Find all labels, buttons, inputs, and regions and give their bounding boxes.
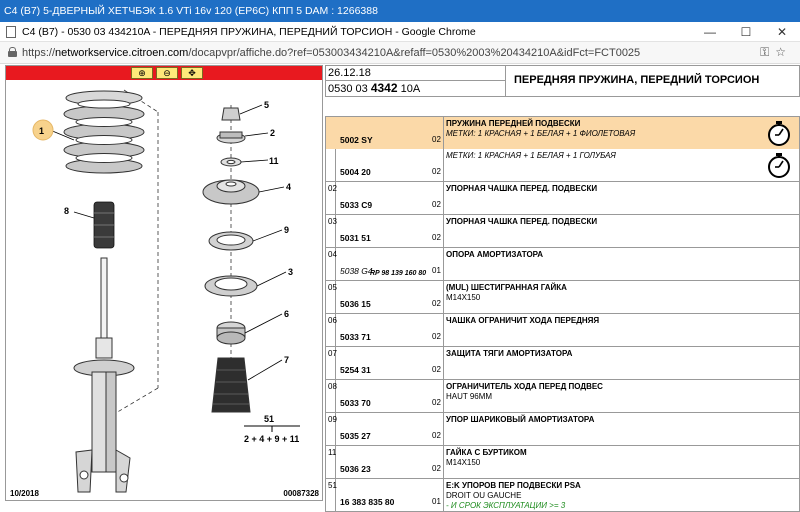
- part-group: [325, 413, 800, 446]
- bookmark-star-icon[interactable]: ☆: [775, 45, 792, 59]
- strut: [74, 258, 134, 492]
- item-number[interactable]: 11: [328, 448, 337, 457]
- callout-6[interactable]: 6: [284, 309, 290, 319]
- part-group: [325, 248, 800, 281]
- part-group: [325, 347, 800, 380]
- part-detail: DROIT OU GAUCHE: [446, 491, 522, 500]
- doc-date: 26.12.18: [325, 65, 505, 81]
- part-group: [325, 380, 800, 413]
- column-divider: [443, 314, 444, 346]
- move-icon: ✥: [188, 68, 196, 78]
- column-divider: [443, 380, 444, 412]
- zoom-out-button[interactable]: [156, 67, 178, 79]
- item-number[interactable]: 06: [328, 316, 337, 325]
- part-description: [446, 184, 756, 194]
- item-number[interactable]: 09: [328, 415, 337, 424]
- column-divider: [443, 248, 444, 280]
- quantity: 02: [432, 167, 441, 176]
- part-note: МЕТКИ: 1 КРАСНАЯ + 1 БЕЛАЯ + 1 ГОЛУБАЯ: [446, 151, 616, 160]
- table-row[interactable]: [326, 117, 799, 149]
- column-divider: [443, 182, 444, 214]
- part-detail: HAUT 96MM: [446, 392, 493, 401]
- quantity: 02: [432, 431, 441, 440]
- item-number[interactable]: 04: [328, 250, 337, 259]
- part-description: [446, 349, 756, 359]
- quantity: 02: [432, 299, 441, 308]
- table-row[interactable]: [326, 446, 799, 478]
- callout-11[interactable]: 11: [269, 156, 279, 166]
- popup-title: C4 (B7) - 0530 03 434210A - ПЕРЕДНЯЯ ПРУЖИНА, ПЕРЕДНИЙ ТОРСИОН - Google Chrome: [22, 26, 476, 38]
- quantity: 02: [432, 200, 441, 209]
- item-number[interactable]: 07: [328, 349, 337, 358]
- part-description: [446, 415, 756, 425]
- column-divider: [443, 149, 444, 181]
- table-row[interactable]: [326, 380, 799, 412]
- part-description: [446, 217, 756, 227]
- column-divider: [443, 413, 444, 445]
- part-description: [446, 481, 756, 511]
- part-group: [325, 314, 800, 347]
- key-icon[interactable]: ⚿: [760, 45, 776, 59]
- coil-spring: [64, 91, 144, 173]
- part-number[interactable]: 5004 20: [340, 167, 371, 177]
- table-row[interactable]: [326, 182, 799, 214]
- quantity: 01: [432, 266, 441, 275]
- part-title: УПОР ШАРИКОВЫЙ АМОРТИЗАТОРА: [446, 415, 595, 424]
- quantity: 02: [432, 233, 441, 242]
- column-divider: [443, 215, 444, 247]
- column-divider: [443, 446, 444, 478]
- part-number[interactable]: 5035 27: [340, 431, 371, 441]
- callout-9[interactable]: 9: [284, 225, 290, 235]
- table-row[interactable]: [326, 479, 799, 511]
- quantity: 02: [432, 135, 441, 144]
- part-title: ПРУЖИНА ПЕРЕДНЕЙ ПОДВЕСКИ: [446, 119, 581, 128]
- callout-3[interactable]: 3: [288, 267, 294, 277]
- part-number[interactable]: 5033 70: [340, 398, 371, 408]
- part-title: ОГРАНИЧИТЕЛЬ ХОДА ПЕРЕД ПОДВЕС: [446, 382, 603, 391]
- table-row[interactable]: [326, 347, 799, 379]
- address-bar-icons[interactable]: [760, 45, 792, 60]
- part-number[interactable]: 5038 G4: [340, 266, 373, 276]
- part-description: [446, 316, 756, 326]
- part-condition: - И СРОК ЭКСПЛУАТАЦИИ >= 3: [446, 501, 566, 510]
- page-icon: [6, 26, 16, 38]
- column-divider: [443, 479, 444, 511]
- part-description: [446, 283, 756, 303]
- part-number[interactable]: 5036 23: [340, 464, 371, 474]
- part-description: [446, 151, 756, 161]
- part-number[interactable]: 5002 SY: [340, 135, 373, 145]
- part-title: E:K УПОРОВ ПЕР ПОДВЕСКИ PSA: [446, 481, 581, 490]
- callout-4[interactable]: 4: [286, 182, 292, 192]
- table-row[interactable]: [326, 215, 799, 247]
- page-content: [0, 64, 800, 510]
- diagram-panel: [5, 65, 323, 501]
- table-row[interactable]: [326, 149, 799, 181]
- part-description: [446, 250, 756, 260]
- outer-window-title: C4 (B7) 5-ДВЕРНЫЙ ХЕТЧБЭК 1.6 VTi 16v 120 (EP6C) КПП 5 DAM : 1266388: [0, 0, 800, 22]
- maximize-button[interactable]: ☐: [740, 25, 752, 39]
- address-bar[interactable]: [0, 42, 800, 64]
- callout-2[interactable]: 2: [270, 128, 276, 138]
- exploded-diagram[interactable]: [6, 80, 322, 500]
- table-row[interactable]: [326, 314, 799, 346]
- table-row[interactable]: [326, 281, 799, 313]
- part-title: ЗАЩИТА ТЯГИ АМОРТИЗАТОРА: [446, 349, 573, 358]
- part-title: ГАЙКА С БУРТИКОМ: [446, 448, 527, 457]
- item-number[interactable]: 51: [328, 481, 337, 490]
- part-description: [446, 382, 756, 402]
- parts-table: [325, 116, 800, 512]
- column-divider: [443, 281, 444, 313]
- stopwatch-icon[interactable]: [765, 151, 793, 179]
- kit-formula: 2 + 4 + 9 + 11: [244, 434, 300, 444]
- table-row[interactable]: [326, 248, 799, 280]
- part-title: (MUL) ШЕСТИГРАННАЯ ГАЙКА: [446, 283, 567, 292]
- item-number[interactable]: 08: [328, 382, 337, 391]
- parts-panel: [325, 65, 800, 510]
- item-number[interactable]: 05: [328, 283, 337, 292]
- bump-stop: [94, 202, 114, 248]
- quantity: 02: [432, 365, 441, 374]
- part-title: УПОРНАЯ ЧАШКА ПЕРЕД. ПОДВЕСКИ: [446, 184, 598, 193]
- part-title: ОПОРА АМОРТИЗАТОРА: [446, 250, 544, 259]
- minimize-button[interactable]: —: [704, 25, 716, 39]
- part-number[interactable]: 5033 71: [340, 332, 371, 342]
- column-divider: [443, 347, 444, 379]
- column-divider: [443, 117, 444, 149]
- part-group: [325, 215, 800, 248]
- callout-7[interactable]: 7: [284, 355, 290, 365]
- rp-reference: RP 98 139 160 80: [370, 270, 427, 277]
- part-number[interactable]: 16 383 835 80: [340, 497, 395, 507]
- item-number[interactable]: 03: [328, 217, 337, 226]
- part-group: [325, 182, 800, 215]
- close-button[interactable]: ✕: [776, 25, 788, 39]
- quantity: 02: [432, 464, 441, 473]
- part-number[interactable]: 5036 15: [340, 299, 371, 309]
- quantity: 01: [432, 497, 441, 506]
- pan-button[interactable]: [181, 67, 203, 79]
- popup-title-bar: [0, 22, 800, 42]
- stopwatch-icon[interactable]: [765, 119, 793, 147]
- callout-5[interactable]: 5: [264, 100, 270, 110]
- part-description: [446, 448, 756, 468]
- part-note: МЕТКИ: 1 КРАСНАЯ + 1 БЕЛАЯ + 1 ФИОЛЕТОВАЯ: [446, 129, 636, 138]
- part-group: [325, 479, 800, 512]
- kit-ref[interactable]: 51: [264, 414, 275, 424]
- zoom-in-icon: ⊕: [138, 68, 146, 78]
- page-title: ПЕРЕДНЯЯ ПРУЖИНА, ПЕРЕДНИЙ ТОРСИОН: [505, 65, 800, 97]
- diagram-date: 10/2018: [10, 489, 39, 498]
- table-row[interactable]: [326, 413, 799, 445]
- part-group: [325, 116, 800, 182]
- callout-1[interactable]: 1: [39, 126, 45, 136]
- zoom-in-button[interactable]: [131, 67, 153, 79]
- part-title: УПОРНАЯ ЧАШКА ПЕРЕД. ПОДВЕСКИ: [446, 217, 598, 226]
- part-detail: M14X150: [446, 458, 481, 467]
- part-title: ЧАШКА ОГРАНИЧИТ ХОДА ПЕРЕДНЯЯ: [446, 316, 600, 325]
- doc-reference: 0530 03 4342 10A: [325, 81, 505, 97]
- part-group: [325, 446, 800, 479]
- callout-8[interactable]: 8: [64, 206, 70, 216]
- window-controls: [692, 22, 800, 42]
- part-number[interactable]: 5033 C9: [340, 200, 373, 210]
- quantity: 02: [432, 332, 441, 341]
- part-group: [325, 281, 800, 314]
- diagram-toolbar: [6, 66, 322, 80]
- lock-icon[interactable]: [8, 47, 17, 57]
- quantity: 02: [432, 398, 441, 407]
- part-description: [446, 119, 756, 139]
- part-number[interactable]: 5254 31: [340, 365, 371, 375]
- zoom-out-icon: ⊖: [163, 68, 171, 78]
- part-detail: M14X150: [446, 293, 481, 302]
- url-text[interactable]: https://networkservice.citroen.com/docapvpr/affiche.do?ref=053003434210A&refaff=0530%2003%20434210A&idFct=FCT0025: [22, 47, 641, 59]
- item-number[interactable]: 02: [328, 184, 337, 193]
- plate-number: 00087328: [283, 489, 319, 498]
- part-number[interactable]: 5031 51: [340, 233, 371, 243]
